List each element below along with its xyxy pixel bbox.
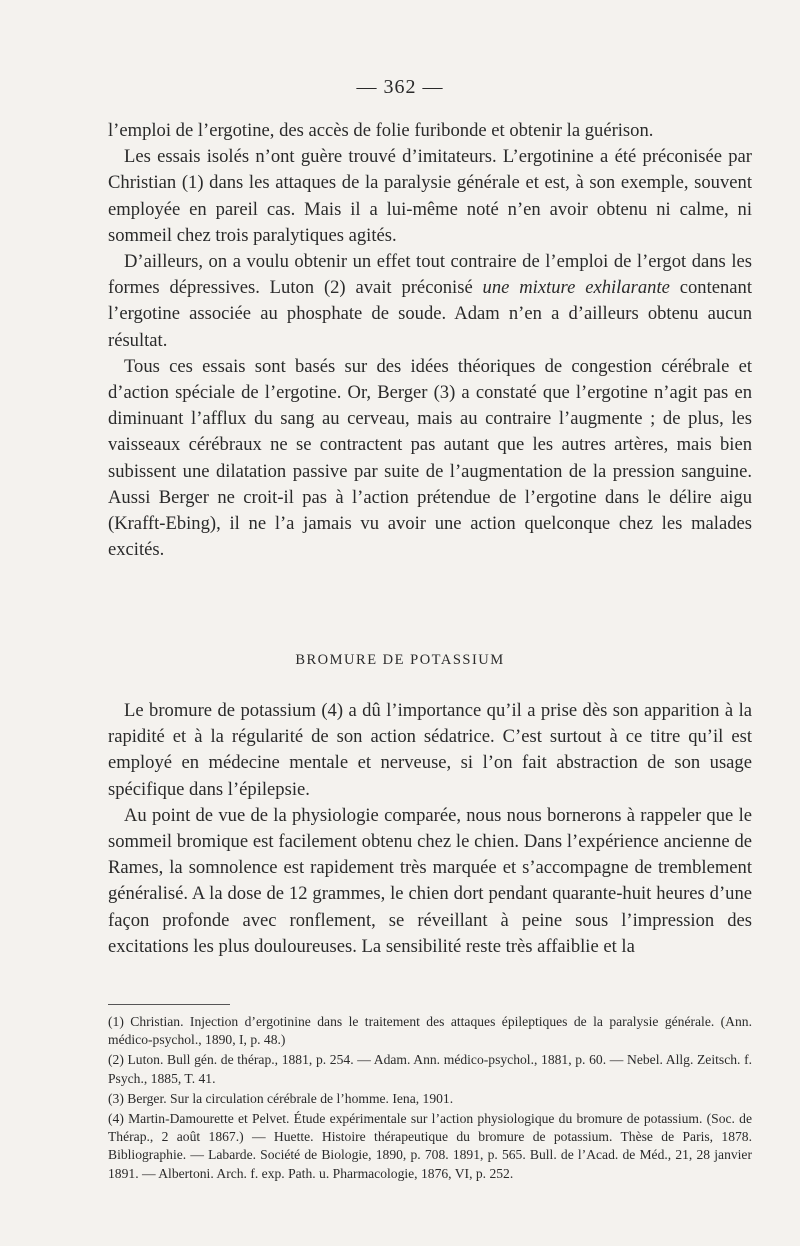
footnotes (108, 1013, 752, 1185)
italic-phrase: une mixture exhilarante (482, 277, 670, 299)
paragraph: l’emploi de l’ergotine, des accès de folie furibonde et obtenir la guérison. (108, 120, 654, 141)
paragraph: Les essais isolés n’ont guère trouvé d’imitateurs. L’ergotinine a été préconisée par Christian (1) dans les attaques de la paralysie générale et est, à son exemple, souvent employée en pareil cas. Mais il a lui-même noté n’en avoir obtenu ni calme, ni sommeil chez trois paralytiques agités. (108, 146, 752, 246)
section-heading: BROMURE DE POTASSIUM (295, 652, 505, 668)
paragraph (108, 249, 752, 354)
paragraph: Le bromure de potassium (4) a dû l’importance qu’il a prise dès son apparition à la rapidité et à la régularité de son action sédatrice. C’est surtout à ce titre qu’il est employé en médecine mentale et nerveuse, si l’on fait abstraction de son usage spécifique dans l’épilepsie. (108, 700, 752, 800)
section-text (108, 698, 752, 960)
main-text (108, 118, 752, 563)
paragraph-text: D’ailleurs, on a voulu obtenir un effet tout contraire de l’emploi de l’ergot dans les formes dépressives. Luton (2) avait préconisé (108, 251, 752, 299)
footnote: (3) Berger. Sur la circulation cérébrale de l’homme. Iena, 1901. (108, 1090, 454, 1106)
footnote: (2) Luton. Bull gén. de thérap., 1881, p. 254. — Adam. Ann. médico-psychol., 1881, p. 60. — Nebel. Allg. Zeitsch. f. Psych., 1885, T. 41. (108, 1052, 752, 1086)
footnote: (4) Martin-Damourette et Pelvet. Étude expérimentale sur l’action physiologique du bromure de potassium. (Soc. de Thérap., 2 août 1867.) — Huette. Histoire thérapeutique du bromure de potassium. Thèse de Paris, 1878. Bibliographie. — Labarde. Société de Biologie, 1890, p. 708. 1891, p. 565. Bull. de l’Acad. de Méd., 21, 28 janvier 1891. — Albertoni. Arch. f. exp. Path. u. Pharmacologie, 1876, VI, p. 252. (108, 1111, 752, 1181)
footnote: (1) Christian. Injection d’ergotinine dans le traitement des attaques épileptiques de la paralysie générale. (Ann. médico-psychol., 1890, I, p. 48.) (108, 1014, 752, 1048)
page-number: — 362 — (356, 76, 444, 98)
footnote-divider (108, 1004, 230, 1005)
paragraph-text: contenant l’ergotine associée au phosphate de soude. Adam n’en a d’ailleurs obtenu aucun résultat. (108, 277, 752, 351)
paragraph: Tous ces essais sont basés sur des idées théoriques de congestion cérébrale et d’action spéciale de l’ergotine. Or, Berger (3) a constaté que l’ergotine n’agit pas en diminuant l’afflux du sang au cerveau, mais au contraire l’augmente ; de plus, les vaisseaux cérébraux ne se contractent pas autant que les autres artères, mais bien subissent une dilatation passive par suite de l’augmentation de la pression sanguine. Aussi Berger ne croit-il pas à l’action prétendue de l’ergotine dans le délire aigu (Krafft-Ebing), il ne l’a jamais vu avoir une action quelconque chez les malades excités. (108, 355, 752, 561)
paragraph: Au point de vue de la physiologie comparée, nous nous bornerons à rappeler que le sommeil bromique est facilement obtenu chez le chien. Dans l’expérience ancienne de Rames, la somnolence est rapidement très marquée et s’accompagne de tremblement généralisé. A la dose de 12 grammes, le chien dort pendant quarante-huit heures d’une façon profonde avec ronflement, se réveillant à peine sous l’impression des excitations les plus douloureuses. La sensibilité reste très affaiblie et la (108, 804, 752, 957)
